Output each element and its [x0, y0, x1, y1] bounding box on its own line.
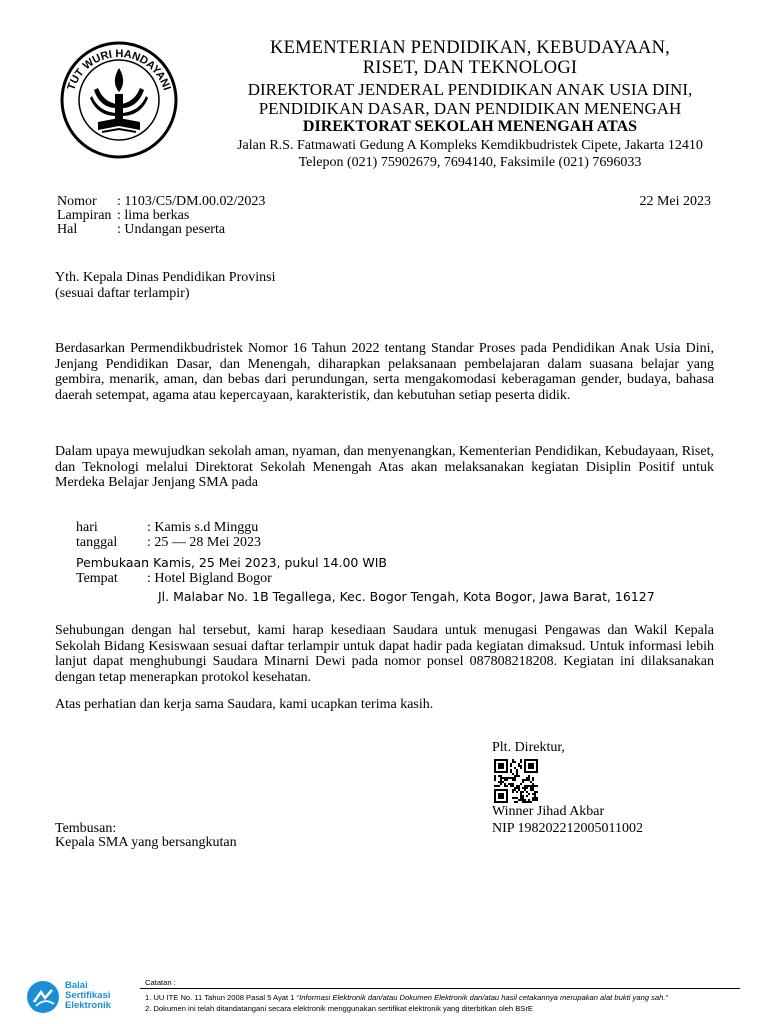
lampiran-label: Lampiran: [57, 208, 112, 223]
footer-catatan: Catatan :: [145, 978, 176, 987]
bsre-logo-icon: [26, 980, 60, 1014]
tut-wuri-handayani-logo: [58, 38, 180, 160]
letter-date: 22 Mei 2023: [639, 194, 711, 209]
signature-title: Plt. Direktur,: [492, 740, 565, 755]
hal-label: Hal: [57, 222, 78, 237]
event-pembukaan-label: Pembukaan: [76, 555, 150, 570]
event-tempat-value: : Hotel Bigland Bogor: [147, 571, 272, 586]
nomor-value: : 1103/C5/DM.00.02/2023: [117, 194, 266, 209]
paragraph-1: Berdasarkan Permendikbudristek Nomor 16 Tahun 2022 tentang Standar Proses pada Pendidikan Anak Usia Dini, Jenjang Pendidikan Dasar, dan Menengah, diharapkan pelaksanaan pembelajaran dalam suasana belajar yang gembira, menarik, aman, dan bebas dari perundungan, serta mengakomodasi keberagaman gender, budaya, bahasa daerah setempat, agama atau kepercayaan, karakteristik, dan kebutuhan setiap peserta didik.: [55, 341, 714, 403]
tembusan-item: Kepala SMA yang bersangkutan: [55, 835, 237, 850]
event-hari-label: hari: [76, 520, 98, 535]
bsre-line1: Balai: [65, 980, 88, 991]
footer-note-1-italic: Informasi Elektronik dan/atau Dokumen Elektronik dan/atau hasil cetakannya merupakan alat bukti yang sah.: [299, 993, 666, 1002]
recipient-line2: (sesuai daftar terlampir): [55, 286, 190, 301]
bsre-wordmark: [65, 981, 111, 1011]
paragraph-3: Sehubungan dengan hal tersebut, kami harap kesediaan Saudara untuk menugasi Pengawas dan Wakil Kepala Sekolah Bidang Kesiswaan sesuai daftar terlampir untuk dapat hadir pada kegiatan dimaksud. Untuk informasi lebih lanjut dapat menghubungi Saudara Minarni Dewi pada nomor ponsel 087808218208. Kegiatan ini dilaksanakan dengan tetap menerapkan protokol kesehatan.: [55, 623, 714, 685]
bsre-line3: Elektronik: [65, 1000, 111, 1011]
paragraph-4: Atas perhatian dan kerja sama Saudara, kami ucapkan terima kasih.: [55, 697, 434, 712]
event-pembukaan-value: : Kamis, 25 Mei 2023, pukul 14.00 WIB: [145, 555, 387, 570]
recipient-line1: Yth. Kepala Dinas Pendidikan Provinsi: [55, 270, 276, 285]
footer-note-1-suffix: ”: [665, 993, 669, 1002]
paragraph-2: Dalam upaya mewujudkan sekolah aman, nyaman, dan menyenangkan, Kementerian Pendidikan, Kebudayaan, Riset, dan Teknologi melalui Direktorat Sekolah Menengah Atas akan melaksanakan kegiatan Disiplin Positif untuk Merdeka Belajar Jenjang SMA pada: [55, 444, 714, 491]
signer-nip: NIP 198202212005011002: [492, 821, 644, 836]
footer-divider: [140, 988, 740, 989]
header-ministry-line1: KEMENTERIAN PENDIDIKAN, KEBUDAYAAN,: [270, 38, 670, 58]
header-directorate-general-line2: PENDIDIKAN DASAR, DAN PENDIDIKAN MENENGAH: [258, 99, 682, 118]
signer-name: Winner Jihad Akbar: [492, 804, 605, 819]
event-tempat-label: Tempat: [76, 571, 118, 586]
event-address: Jl. Malabar No. 1B Tegallega, Kec. Bogor Tengah, Kota Bogor, Jawa Barat, 16127: [158, 589, 655, 604]
bsre-line2: Sertifikasi: [65, 990, 111, 1001]
svg-text:TUT WURI HANDAYANI: TUT WURI HANDAYANI: [65, 47, 173, 92]
hal-value: : Undangan peserta: [117, 222, 226, 237]
event-hari-value: : Kamis s.d Minggu: [147, 520, 259, 535]
footer-note-1-prefix: 1. UU ITE No. 11 Tahun 2008 Pasal 5 Ayat 1 “: [145, 993, 300, 1002]
lampiran-value: : lima berkas: [117, 208, 190, 223]
header-address: Jalan R.S. Fatmawati Gedung A Kompleks Kemdikbudristek Cipete, Jakarta 12410: [237, 138, 703, 153]
qr-code-icon: [494, 759, 538, 803]
header-phone: Telepon (021) 75902679, 7694140, Faksimile (021) 7696033: [298, 155, 642, 170]
event-tanggal-label: tanggal: [76, 535, 118, 550]
event-tanggal-value: : 25 — 28 Mei 2023: [147, 535, 261, 550]
footer-note-1: [145, 993, 668, 1002]
tembusan-label: Tembusan:: [55, 821, 117, 836]
header-directorate: DIREKTORAT SEKOLAH MENENGAH ATAS: [302, 118, 638, 135]
footer-note-2: 2. Dokumen ini telah ditandatangani secara elektronik menggunakan sertifikat elektronik yang diterbitkan oleh BSrE: [145, 1004, 533, 1013]
header-directorate-general-line1: DIREKTORAT JENDERAL PENDIDIKAN ANAK USIA DINI,: [247, 80, 693, 99]
nomor-label: Nomor: [57, 194, 97, 209]
header-ministry-line2: RISET, DAN TEKNOLOGI: [362, 58, 578, 78]
